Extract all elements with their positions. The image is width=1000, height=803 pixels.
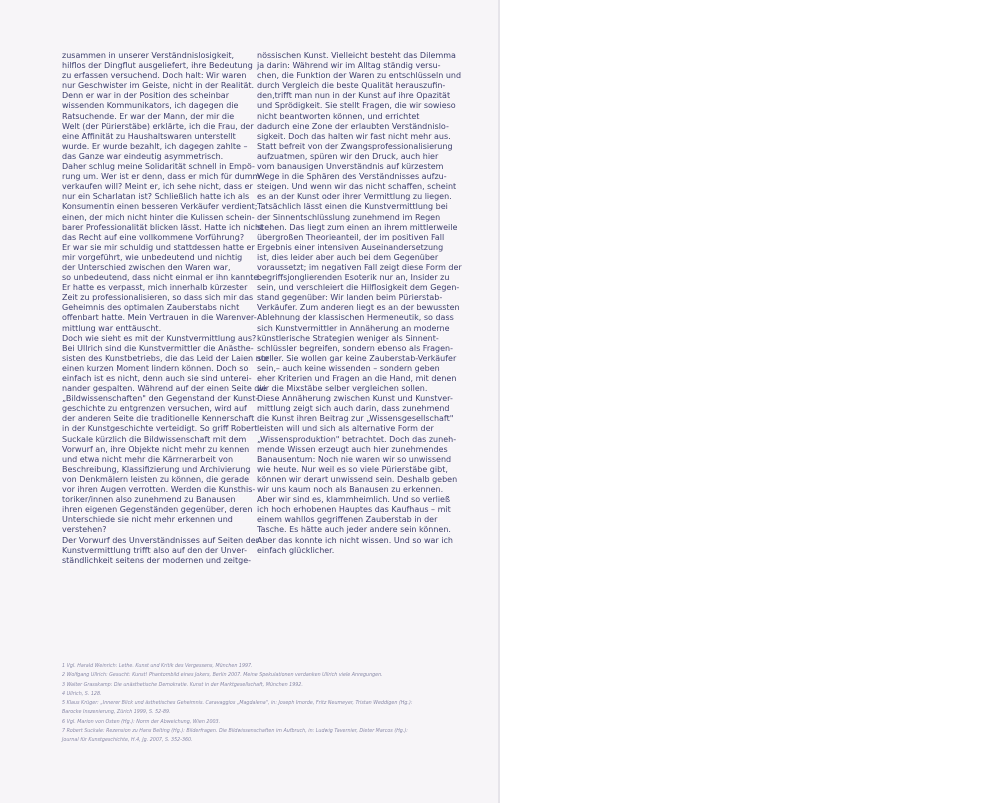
text-line: leisten will und sich als alternative Form der (257, 424, 434, 434)
text-line: Beschreibung, Klassifizierung und Archivierung (62, 464, 251, 474)
text-line: Banausentum: Noch nie waren wir so unwissend (257, 454, 452, 464)
text-line: schlüssler begreifen, sondern ebenso als Fragen- (257, 343, 453, 353)
text-line: mende Wissen erzeugt auch hier zunehmendes (257, 444, 448, 454)
text-line: einfach glücklicher. (257, 545, 335, 555)
text-line: Bei Ullrich sind die Kunstvermittler die Anästhe- (62, 343, 254, 353)
text-line: es an der Kunst oder ihrer Vermittlung zu liegen. (257, 192, 452, 202)
footnote: 2 Wolfgang Ullrich: Gesucht: Kunst! Phantombild eines Jokers, Berlin 2007. Meine Spekulationen verdanken Ullrich viele Anregungen. (62, 673, 383, 679)
text-line: ich hoch erhobenen Hauptes das Kaufhaus – mit (257, 505, 451, 515)
text-line: zusammen in unserer Verständnislosigkeit, (62, 51, 235, 60)
text-line: wurde. Er wurde bezahlt, ich dagegen zahlte – (62, 141, 248, 151)
text-line: einen, der mich nicht hinter die Kulissen schein- (62, 212, 255, 222)
footnote: 7 Robert Suckale: Rezension zu Hans Belting (Hg.): Bilderfragen. Die Bildwissenschaften im Aufbruch, in: Ludwig Tavernier, Dieter Marcos (Hg.): (62, 729, 408, 735)
text-line: wissenden Kommunikators, ich dagegen die (62, 101, 239, 111)
text-line: Daher schlug meine Solidarität schnell in Empö- (62, 162, 255, 172)
text-line: in der Kunstgeschichte verteidigt. So griff Robert (62, 424, 258, 434)
text-line: Aber das konnte ich nicht wissen. Und so war ich (257, 535, 453, 545)
text-line: Diese Annäherung zwischen Kunst und Kunstver- (257, 394, 453, 404)
page-edge (498, 0, 500, 803)
footnote: 1 Vgl. Harald Weinrich: Lethe. Kunst und Kritik des Vergessens, München 1997. (62, 664, 253, 669)
text-line: barer Professionalität blicken lässt. Hatte ich nicht (62, 222, 264, 232)
text-line: steller. Sie wollen gar keine Zauberstab-Verkäufer (257, 353, 457, 363)
text-line: aufzuatmen, spüren wir den Druck, auch hier (257, 151, 439, 161)
text-line: stand gegenüber: Wir landen beim Pürierstab- (257, 293, 443, 303)
text-line: Ergebnis einer intensiven Auseinandersetzung (257, 242, 444, 252)
text-line: und Sprödigkeit. Sie stellt Fragen, die wir sowieso (257, 101, 456, 111)
text-line: sich Kunstvermittler in Annäherung an moderne (257, 323, 450, 333)
text-line: sisten des Kunstbetriebs, die das Leid der Laien nur (62, 353, 270, 363)
text-line: voraussetzt; im negativen Fall zeigt diese Form der (257, 262, 462, 272)
text-line: ihren eigenen Gegenständen gegenüber, deren (62, 505, 253, 515)
text-line: „Bildwissenschaften" den Gegenstand der Kunst- (62, 394, 259, 404)
text-line: von Denkmälern leisten zu können, die gerade (62, 474, 250, 484)
text-line: Aber wir sind es, klammheimlich. Und so verließ (257, 495, 451, 505)
text-line: sein,– auch keine wissenden – sondern geben (257, 363, 440, 373)
text-line: geschichte zu entgrenzen versuchen, wird auf (62, 404, 247, 414)
text-line: chen, die Funktion der Waren zu entschlüsseln und (257, 71, 462, 81)
text-line: Unterschiede sie nicht mehr erkennen und (62, 515, 233, 525)
text-line: einem wahllos gegriffenen Zauberstab in der (257, 515, 438, 525)
text-line: verstehen? (62, 525, 107, 535)
text-line: der Sinnentschlüsslung zunehmend im Regen (257, 212, 441, 222)
text-line: Zeit zu professionalisieren, so dass sich mir das (62, 293, 254, 303)
text-line: Doch wie sieht es mit der Kunstvermittlung aus? (62, 333, 257, 343)
text-line: mittlung zeigt sich auch darin, dass zunehmend (257, 404, 450, 414)
text-line: steigen. Und wenn wir das nicht schaffen, scheint (257, 182, 457, 192)
text-line: die Kunst ihren Beitrag zur „Wissensgesellschaft" (257, 414, 454, 424)
text-line: „Wissensproduktion" betrachtet. Doch das zuneh- (257, 434, 457, 444)
text-line: zu erfassen versuchend. Doch halt: Wir waren (62, 71, 247, 81)
text-line: stehen. Das liegt zum einen an ihrem mittlerweile (257, 222, 458, 232)
text-line: sein, und verschleiert die Hilflosigkeit dem Gegen- (257, 283, 460, 293)
text-line: Ratsuchende. Er war der Mann, der mir die (62, 111, 235, 121)
text-line: wie heute. Nur weil es so viele Pürierstäbe gibt, (257, 464, 448, 474)
right-text-column (257, 51, 462, 556)
text-line: Welt (der Pürierstäbe) erklärte, ich die Frau, der (62, 121, 254, 131)
text-line: toriker/innen also zunehmend zu Banausen (62, 495, 236, 505)
text-line: den,trifft man nun in der Kunst auf ihre Opazität (257, 91, 451, 101)
text-line: Wege in die Sphären des Verständnisses aufzu- (257, 172, 447, 182)
text-line: offenbart hatte. Mein Vertrauen in die Warenver- (62, 313, 257, 323)
text-line: ständlichkeit seitens der modernen und zeitge- (62, 555, 251, 565)
footnote: 3 Walter Grasskamp: Die unästhetische Demokratie. Kunst in der Marktgesellschaft, München 1992. (62, 682, 303, 688)
text-line: Ablehnung der klassischen Hermeneutik, so dass (257, 313, 454, 323)
text-line: Er war sie mir schuldig und stattdessen hatte er (62, 242, 255, 252)
text-line: Verkäufer. Zum anderen liegt es an der bewussten (257, 303, 460, 313)
text-line: mir vorgeführt, wie unbedeutend und nichtig (62, 252, 243, 262)
text-line: ist, dies leider aber auch bei dem Gegenüber (257, 252, 439, 262)
text-line: einfach ist es nicht, denn auch sie sind unterei- (62, 374, 252, 383)
text-line: eine Affinität zu Haushaltswaren unterstellt (62, 131, 236, 141)
text-line: Tatsächlich lässt einen die Kunstvermittlung bei (257, 202, 448, 212)
left-text-column (62, 51, 270, 566)
text-line: wir uns kaum noch als Banausen zu erkennen. (257, 485, 444, 495)
text-line: der anderen Seite die traditionelle Kennerschaft (62, 414, 255, 424)
text-line: wir die Mixstäbe selber vergleichen sollen. (257, 384, 428, 394)
text-line: Denn er war in der Position des scheinbar (62, 91, 229, 101)
text-line: Konsumentin einen besseren Verkäufer verdient; (62, 202, 258, 212)
text-line: Vorwurf an, ihre Objekte nicht mehr zu kennen (62, 444, 250, 454)
footnote: 5 Klaus Krüger: „Innerer Blick und ästhetisches Geheimnis. Caravaggios „Magdalena", in: Joseph Imorde, Fritz Neumeyer, Tristan Weddigen (Hg.): (62, 701, 413, 707)
text-line: Er hatte es verpasst, mich innerhalb kürzester (62, 283, 248, 293)
footnote: Journal für Kunstgeschichte, H.4, Jg. 2007, S. 352-360. (62, 738, 193, 744)
text-line: so unbedeutend, dass nicht einmal er ihn kannte. (62, 273, 261, 283)
text-line: Suckale kürzlich die Bildwissenschaft mit dem (62, 434, 247, 444)
text-line: sigkeit. Doch das halten wir fast nicht mehr aus. (257, 131, 451, 141)
text-line: hilflos der Dingflut ausgeliefert, ihre Bedeutung (62, 61, 253, 71)
footnote: 6 Vgl. Marion von Osten (Hg.): Norm der Abweichung, Wien 2003. (62, 719, 221, 725)
text-line: einen kurzen Moment lindern können. Doch so (62, 363, 249, 373)
text-line: nicht beantworten können, und errichtet (257, 111, 420, 121)
footnotes (62, 662, 442, 746)
footnote: 4 Ullrich, S. 128. (62, 691, 102, 697)
footnote: Barocke Inszenierung, Zürich 1999, S. 52-89. (62, 710, 171, 716)
text-line: rung um. Wer ist er denn, dass er mich für dumm (62, 172, 261, 182)
text-line: und etwa nicht mehr die Kärrnerarbeit von (62, 454, 234, 464)
text-line: mittlung war enttäuscht. (62, 323, 162, 333)
text-line: Statt befreit von der Zwangsprofessionalisierung (257, 141, 453, 151)
text-line: dadurch eine Zone der erlaubten Verständnislo- (257, 121, 449, 131)
text-line: der Unterschied zwischen den Waren war, (62, 262, 231, 272)
text-line: Geheimnis des optimalen Zauberstabs nicht (62, 303, 240, 313)
text-line: vom banausigen Unverständnis auf kürzestem (257, 162, 444, 172)
text-line: das Recht auf eine vollkommene Vorführung? (62, 232, 245, 242)
text-line: übergroßen Theorieanteil, der im positiven Fall (257, 232, 445, 242)
text-line: nur Geschwister im Geiste, nicht in der Realität. (62, 81, 255, 91)
text-line: das Ganze war eindeutig asymmetrisch. (62, 151, 224, 161)
text-line: nur ein Scharlatan ist? Schließlich hatte ich als (62, 192, 250, 202)
text-line: künstlerische Strategien weniger als Sinnent- (257, 333, 439, 343)
text-line: Tasche. Es hätte auch jeder andere sein können. (257, 525, 451, 535)
text-line: nander gespalten. Während auf der einen Seite die (62, 384, 267, 394)
text-line: Der Vorwurf des Unverständnisses auf Seiten der (62, 535, 259, 545)
text-line: vor ihren Augen verrotten. Werden die Kunsthis- (62, 485, 256, 495)
text-line: können wir derart unwissend sein. Deshalb geben (257, 474, 458, 484)
text-line: begriffsjonglierenden Esoterik nur an, Insider zu (257, 273, 450, 283)
text-line: nössischen Kunst. Vielleicht besteht das Dilemma (257, 51, 456, 60)
text-line: eher Kriterien und Fragen an die Hand, mit denen (257, 374, 457, 383)
text-line: ja darin: Während wir im Alltag ständig versu- (257, 61, 441, 71)
text-line: verkaufen will? Meint er, ich sehe nicht, dass er (62, 182, 253, 192)
text-line: durch Vergleich die beste Qualität herauszufin- (257, 81, 446, 91)
text-line: Kunstvermittlung trifft also auf den der Unver- (62, 545, 247, 555)
